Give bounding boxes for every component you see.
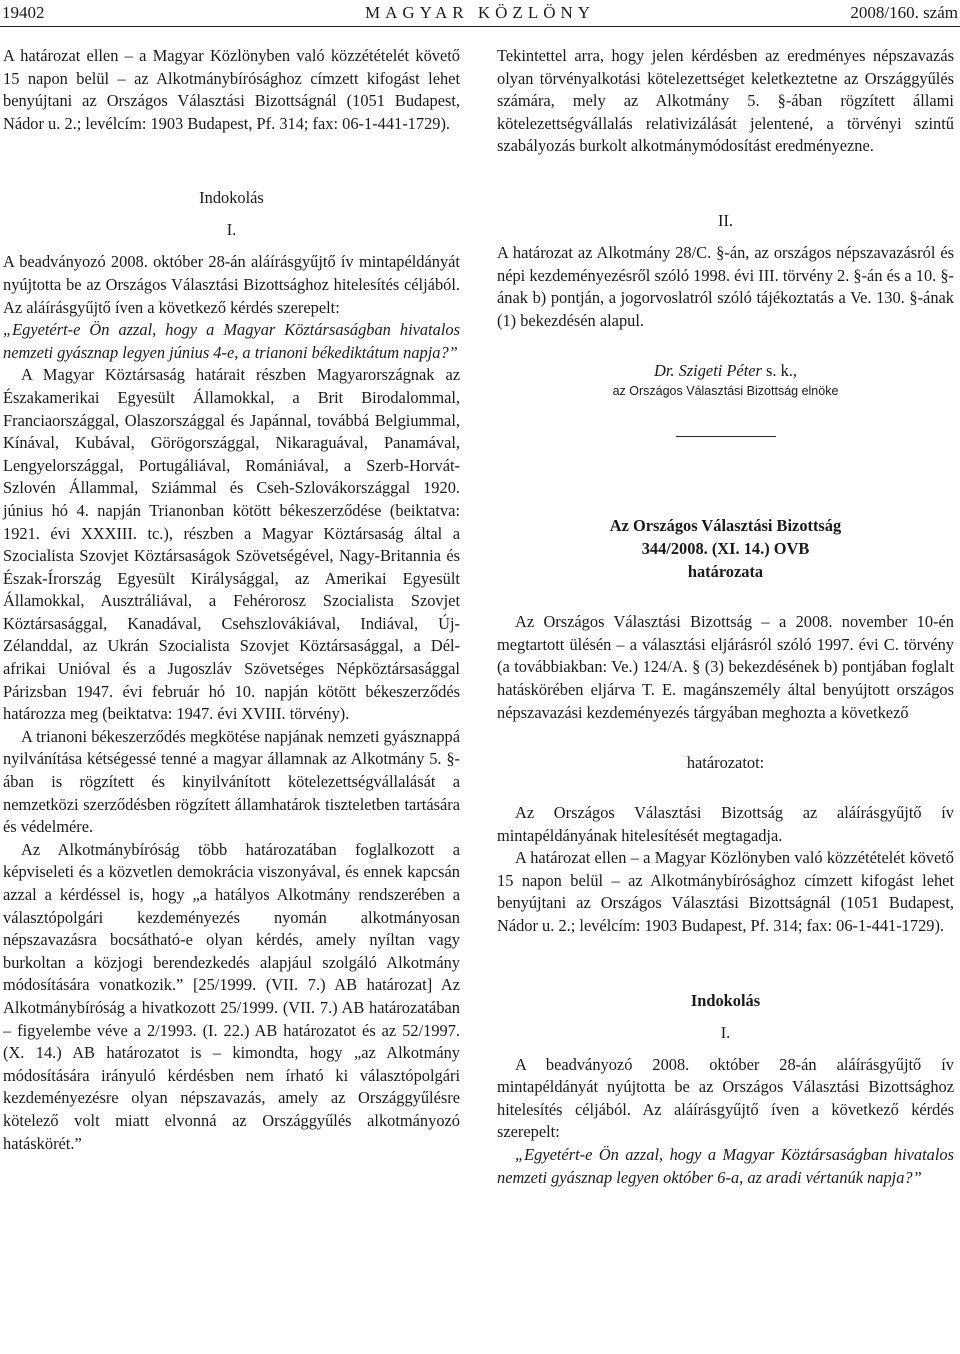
signature-suffix: s. k., <box>761 361 797 381</box>
page-header <box>0 0 960 26</box>
submission-paragraph-2: A beadványozó 2008. október 28-án aláírásgyűjtő ív mintapéldányát nyújtotta be az Országos Választási Bizottsághoz hitelesítés céljából. Az aláírásgyűjtő íven a következő kérdés szerepelt: <box>497 1054 954 1142</box>
reasoning-heading-2: Indokolás <box>690 990 761 1010</box>
appeal-paragraph-2: A határozat ellen – a Magyar Közlönyben való közzétételét követő 15 napon belül – az Alkotmánybírósághoz címzett kifogást lehet benyújtani az Országos Választási Bizottságnál (1051 Budapest, Nádor u. 2.; levélcím: 1903 Budapest, Pf. 314; fax: 06-1-441-1729). <box>497 848 954 936</box>
reasoning-heading: Indokolás <box>199 188 264 208</box>
legal-basis-paragraph: A határozat az Alkotmány 28/C. §-án, az országos népszavazásról és népi kezdeményezésről szóló 1998. évi III. törvény 2. §-án és a 10. §-ának b) pontján, a jogorvoslatról szóló tájékoztatás a Ve. 130. §-ának (1) bekezdésén alapul. <box>497 242 954 330</box>
conclusion-paragraph: Tekintettel arra, hogy jelen kérdésben az eredményes népszavazás olyan törvényalkotási kötelezettséget keletkeztetne az Országgyűlés számára, mely az Alkotmány 5. §-ában rögzített állami kötelezettségvállalás relativizálását jelentené, a törvényi szintű szabályozás burkolt alkotmánymódosítást eredményezne. <box>497 46 954 156</box>
referendum-question: „Egyetért-e Ön azzal, hogy a Magyar Köztársaságban hivatalos nemzeti gyásznap legyen június 4-e, a trianoni békediktátum napja?” <box>3 320 460 362</box>
decision-title <box>497 515 954 583</box>
issue-number: 2008/160. szám <box>850 3 958 22</box>
section-roman-heading-3: I. <box>720 1022 731 1042</box>
decision-intro-paragraph: Az Országos Választási Bizottság – a 2008. november 10-én megtartott ülésén – a választási eljárásról szóló 1997. évi C. törvény (a továbbiakban: Ve.) 124/A. § (3) bekezdésének b) pontjában foglalt hatáskörében eljárva T. E. magánszemély által benyújtott országos népszavazási kezdeményezés tárgyában meghozta a következő <box>497 612 954 722</box>
decision-title-line1: Az Országos Választási Bizottság <box>609 516 842 536</box>
right-column <box>497 45 954 1189</box>
decision-label: határozatot: <box>686 753 765 773</box>
decision-title-line2: 344/2008. (XI. 14.) OVB <box>641 538 810 558</box>
decision-operative-paragraph: Az Országos Választási Bizottság az aláírásgyűjtő ív mintapéldányának hitelesítését megtagadja. <box>497 803 954 845</box>
referendum-question-2: „Egyetért-e Ön azzal, hogy a Magyar Köztársaságban hivatalos nemzeti gyásznap legyen október 6-a, az aradi vértanúk napja?” <box>497 1145 954 1187</box>
submission-paragraph: A beadványozó 2008. október 28-án aláírásgyűjtő ív mintapéldányát nyújtotta be az Országos Választási Bizottsághoz hitelesítés céljából. Az aláírásgyűjtő íven a következő kérdés szerepelt: <box>3 252 460 317</box>
signature-role: az Országos Választási Bizottság elnöke <box>612 384 839 399</box>
left-column <box>3 45 460 1155</box>
signature <box>497 360 954 382</box>
appeal-paragraph: A határozat ellen – a Magyar Közlönyben való közzétételét követő 15 napon belül – az Alkotmánybírósághoz címzett kifogást lehet benyújtani az Országos Választási Bizottságnál (1051 Budapest, Nádor u. 2.; levélcím: 1903 Budapest, Pf. 314; fax: 06-1-441-1729). <box>3 46 460 133</box>
decision-title-line3: határozata <box>687 561 764 581</box>
page-number: 19402 <box>2 3 45 22</box>
section-roman-heading-2: II. <box>717 210 733 230</box>
constitutional-court-paragraph: Az Alkotmánybíróság több határozatában foglalkozott a képviseleti és a közvetlen demokrácia viszonyával, és ennek kapcsán azzal a kérdéssel is, hogy „a hatályos Alkotmány rendszerében a választópolgári kezdeményezés nyomán alkotmányosan népszavazásra bocsátható-e olyan kérdés, amely nyíltan vagy burkoltan a közjogi berendezkedés alapjául szolgáló Alkotmány módosítására vonatkozik.” [25/1999. (VII. 7.) AB határozat] Az Alkotmánybíróság a hivatkozott 25/1999. (VII. 7.) AB határozatában – figyelembe véve a 2/1993. (I. 22.) AB határozatot és az 52/1997. (X. 14.) AB határozatot is – kimondta, hogy „az Alkotmány módosítására irányuló kérdésben nem írható ki választópolgári kezdeményezésre olyan népszavazás, amely az Országgyűlésre kötelező volt miatt elvonná az Országgyűlés alkotmányozó hatáskörét.” <box>3 839 460 1153</box>
section-roman-heading: I. <box>226 220 237 240</box>
borders-paragraph: A Magyar Köztársaság határait részben Magyarországnak az Északamerikai Egyesült Államokkal, a Brit Birodalommal, Franciaországgal, Olaszországgal és Japánnal, továbbá Belgiummal, Kínával, Kubával, Görögországgal, Nikaraguával, Panamával, Lengyelországgal, Portugáliával, Romániával, a Szerb-Horvát-Szlovén Állammal, Sziámmal és Cseh-Szlovákországgal 1920. június hó 4. napján Trianonban kötött békeszerződése (beiktatva: 1921. évi XXXIII. tc.), részben a Magyar Köztársaság által a Szocialista Szovjet Köztársaságok Szövetségével, Nagy-Britannia és Észak-Írország Egyesült Királysággal, az Amerikai Egyesült Államokkal, Ausztráliával, a Fehérorosz Szocialista Szovjet Köztársasággal, Kanadával, Csehszlovákiával, Indiával, Új-Zélanddal, az Ukrán Szocialista Szovjet Köztársasággal, a Dél-afrikai Unióval és a Jugoszláv Szövetséges Népköztársasággal Párizsban 1947. évi február hó 10. napján kötött békeszerződés határozza meg (beiktatva: 1947. évi XVIII. törvény). <box>3 365 460 724</box>
header-rule <box>0 26 960 27</box>
publication-title: MAGYAR KÖZLÖNY <box>364 3 596 22</box>
treaty-paragraph: A trianoni békeszerződés megkötése napjának nemzeti gyásznappá nyilvánítása kétségessé tenné a magyar államnak az Alkotmány 5. §-ában is rögzített és kinyilvánított kötelezettségvállalását a nemzetközi szerződésben rögzített államhatárok tiszteletben tartására és védelmére. <box>3 726 460 837</box>
signature-name: Dr. Szigeti Péter <box>654 361 762 381</box>
